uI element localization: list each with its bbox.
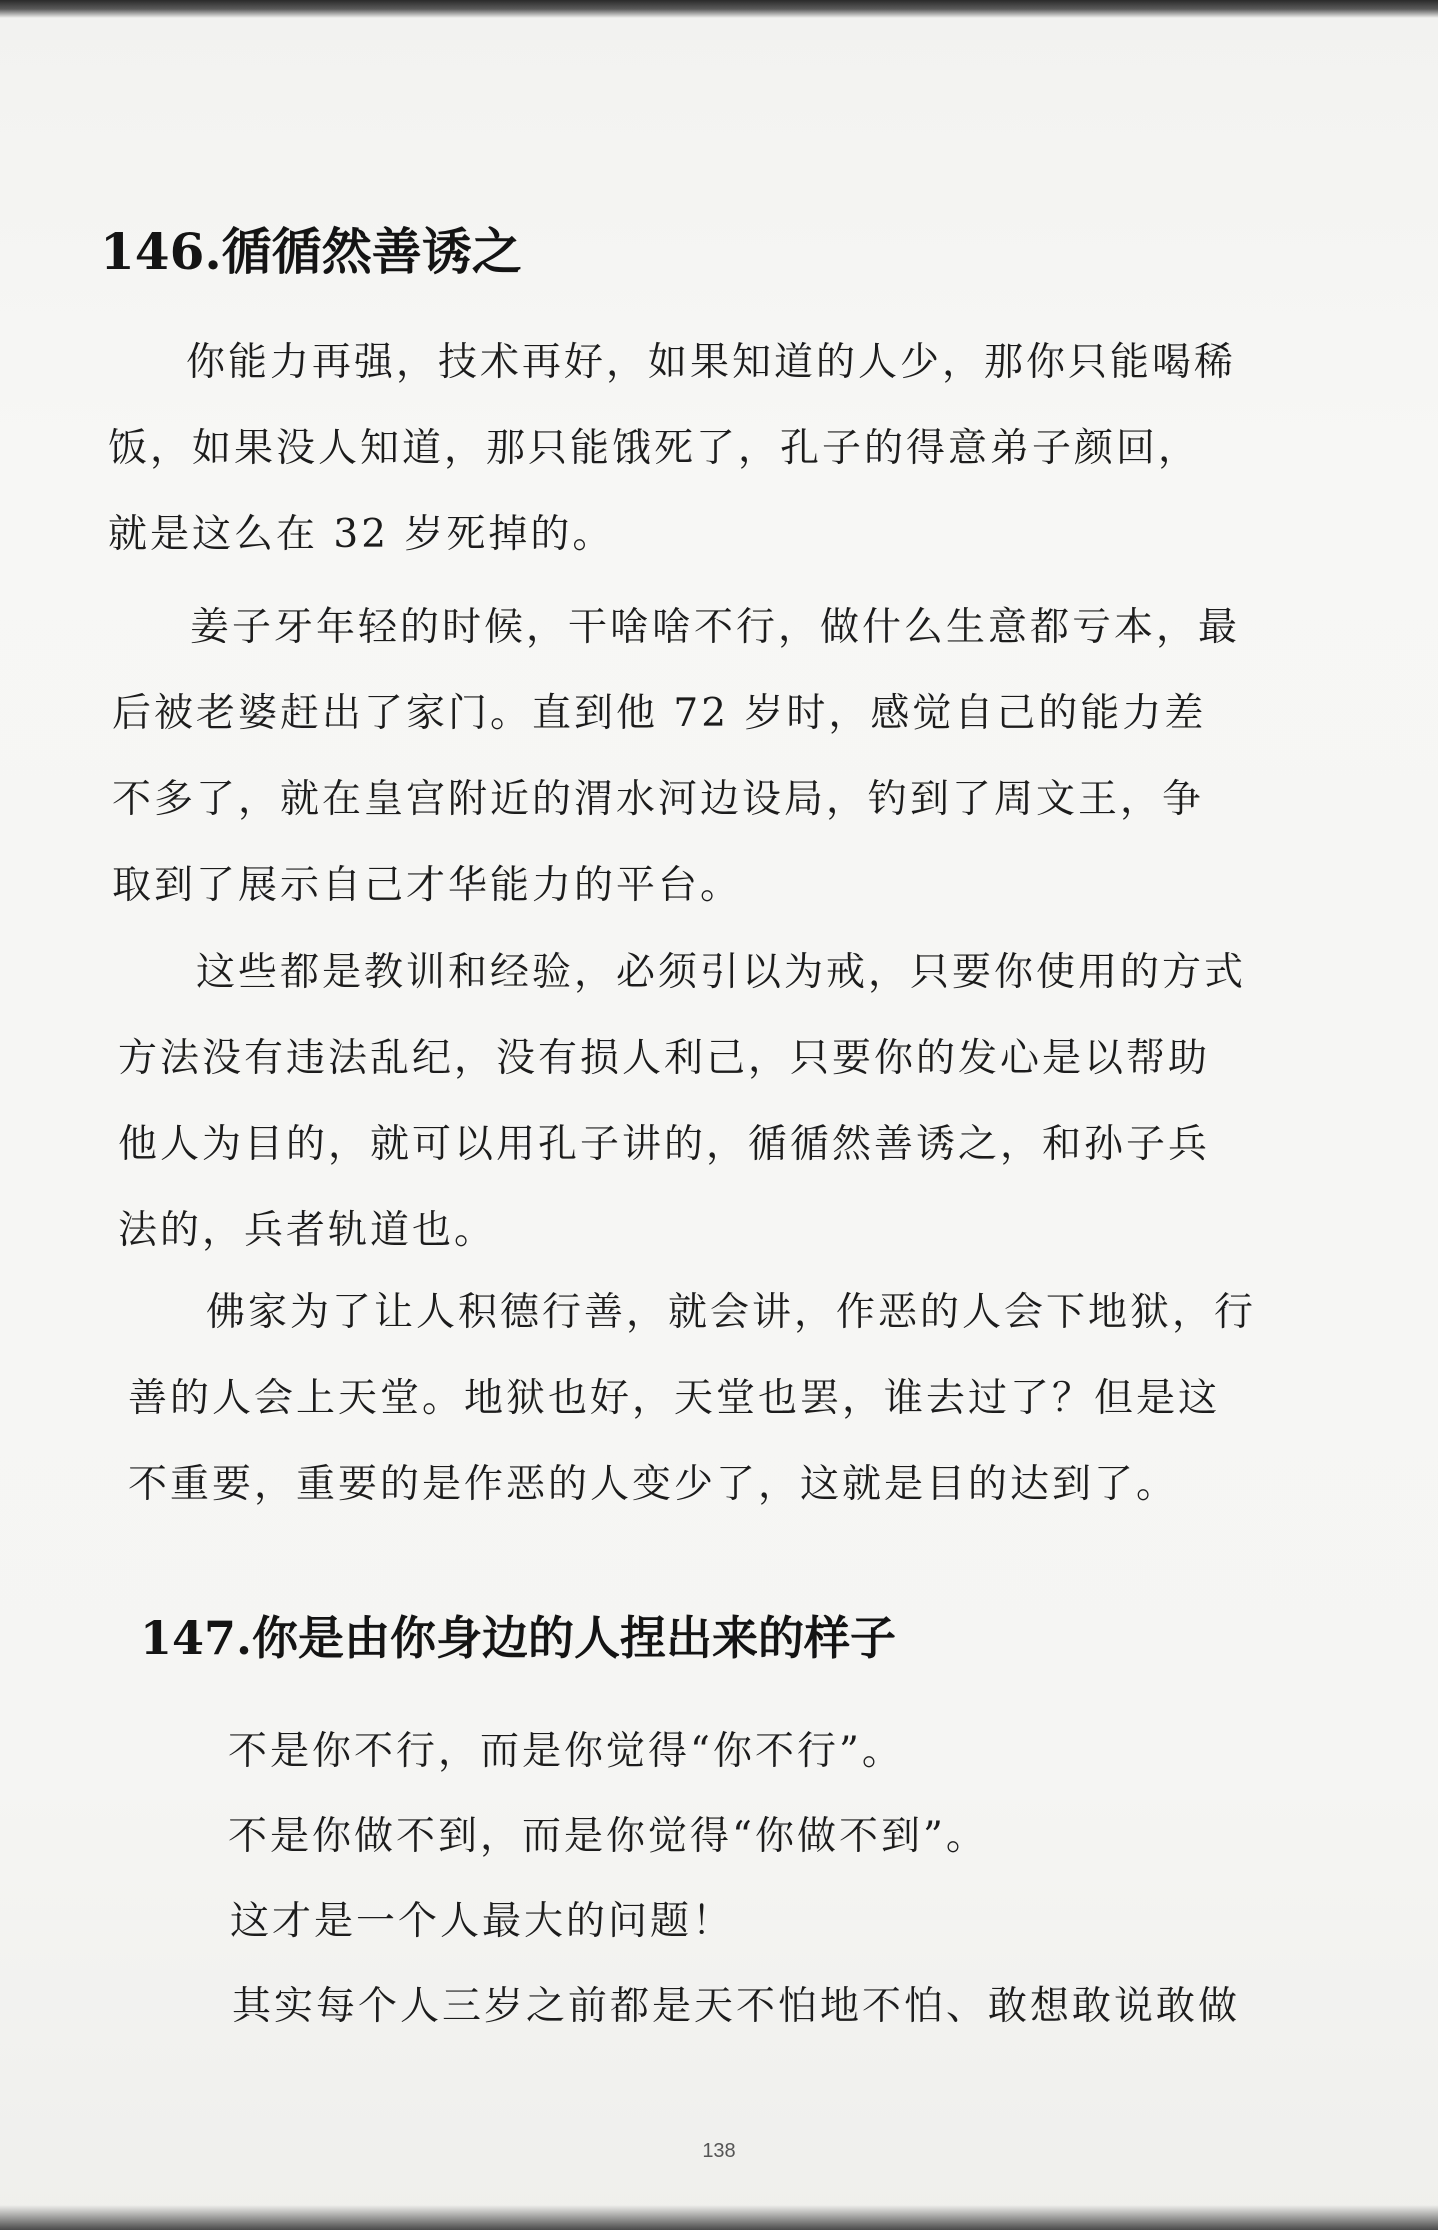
page-number: 138 xyxy=(702,2140,736,2162)
section-146-title: 循循然善诱之 xyxy=(221,223,522,281)
section-146-paragraph-3: 这些都是教训和经验，必须引以为戒，只要你使用的方式方法没有违法乱纪，没有损人利己，只要你的发心是以帮助他人为目的，就可以用孔子讲的，循循然善诱之，和孙子兵法的，兵者轨道也。 xyxy=(118,950,1247,1253)
section-147-line-2: 不是你做不到，而是你觉得“你做不到”。 xyxy=(228,1814,988,1859)
section-147-line-1: 不是你不行，而是你觉得“你不行”。 xyxy=(228,1729,904,1774)
section-147-number: 147. xyxy=(140,1611,253,1665)
section-146-number: 146. xyxy=(100,222,222,281)
page-bottom-edge xyxy=(0,2205,1438,2230)
section-146-paragraph-1: 你能力再强，技术再好，如果知道的人少，那你只能喝稀饭，如果没人知道，那只能饿死了，孔子的得意弟子颜回，就是这么在 32 岁死掉的。 xyxy=(108,340,1237,557)
page-top-shadow xyxy=(0,0,1438,18)
section-147-line-4: 其实每个人三岁之前都是天不怕地不怕、敢想敢说敢做 xyxy=(232,1984,1241,2029)
section-147-line-3: 这才是一个人最大的问题！ xyxy=(230,1899,735,1944)
section-146-heading xyxy=(100,212,522,284)
section-147-heading xyxy=(140,1602,896,1668)
section-146-paragraph-2: 姜子牙年轻的时候，干啥啥不行，做什么生意都亏本，最后被老婆赶出了家门。直到他 72 岁时，感觉自己的能力差不多了，就在皇宫附近的渭水河边设局，钓到了周文王，争取到了展示自己才华能力的平台。 xyxy=(112,605,1241,908)
section-147-title: 你是由你身边的人捏出来的样子 xyxy=(252,1611,897,1665)
section-146-paragraph-4: 佛家为了让人积德行善，就会讲，作恶的人会下地狱，行善的人会上天堂。地狱也好，天堂也罢，谁去过了？但是这不重要，重要的是作恶的人变少了，这就是目的达到了。 xyxy=(128,1290,1257,1507)
